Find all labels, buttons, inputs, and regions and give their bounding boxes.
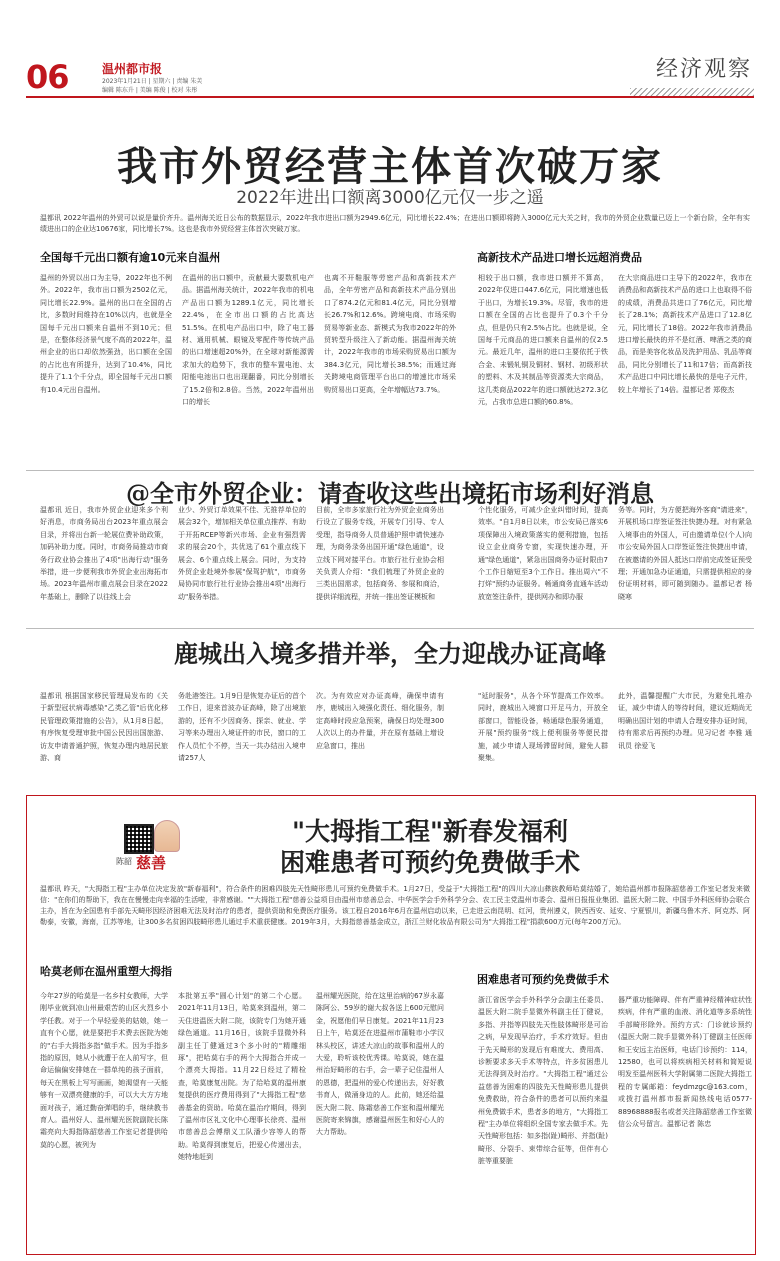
reporter-avatar [154, 820, 180, 852]
story3-column: 温都讯 根据国家移民管理局发布的《关于新型冠状病毒感染"乙类乙管"后优化移民管理政策措施的公告》，从1月8日起，有序恢复受理审批中国公民因出国旅游、访友申请普通护照，恢复办理内地居民旅游、商 [40, 692, 168, 763]
story1-headline: 我市外贸经营主体首次破万家 [117, 143, 663, 190]
story2-column: 务等。同时，为方便把海外客商"请进来"，开展机场口岸签证签注快捷办理。对有紧急入境事由的外国人，可由邀请单位(个人)向市公安局外国人口岸签证签注快捷出申请，在被邀请的外国人抵达口岸前完成签证预受理；开通加急办证通道，只需提供相应的身份证明材料，即可随到随办。温都记者 杨晓寒 [618, 506, 752, 601]
issue-info: 2023年1月21日 | 星期六 | 责编 朱芙 [102, 78, 203, 85]
story4-column: 今年27岁的哈莫是一名乡村女教师，大学刚毕业就到凉山州最艰苦的山区火烈乡小学任教。对于一个早轻爱美的姑娘，她一直有个心愿，就是要把手术费去医院为她的"右手大拇指多指"做手术。因为手指多指的原因，她从小就遭于在人前写字，但命运偏偏安排她在一群单纯的孩子面前，每天在黑板上写写画画，她渴望有一天能够有一双漂亮健康的手，可以大大方方地面对孩子，通过勤奋弹唱的手，继续教书育人。温州好人、温州耀光医院副院长陈霜亮向大拇指陈韶慈善工作室记者提供哈莫的心愿，被列为 [40, 992, 168, 1149]
badge-name: 慈善 [136, 854, 167, 872]
story2-column: 温都讯 近日，我市外贸企业迎来多个利好消息，市商务局出台2023年重点展会目录，并将出台新一轮展位费补助政策，加码补助力度。同时，市商务局推动市商务行政业协会推出了4项"出海行动"服务举措，进一步便利我市外贸企业出海拓市场。2023年温州市重点展会目录在2022年基础上，删除了以往线上会 [40, 506, 168, 601]
story2-column: 目前，全市多家旅行社为外贸企业商务出行设立了服务专线，开展专门引导、专人受理，指导商务人员普通护照申请快速办理，为商务录务出国开通"绿色通道"，设立线下网对接平台。市旅行社行业协会相关负责人介绍："我们梳理了外贸企业的三类出国需求，包括商务、参展和商洽，提供详细流程，并统一推出签证模板和 [316, 506, 444, 601]
story4-column: 器严重功能障碍、伴有严重神经精神症状性疾病，伴有严重的血液、消化道等多系统性手部畸形除外。预约方式：门诊就诊预约(温医大附二院手显微外科)丁健副主任医师和王安远主治医师，电话门诊预约：114，12580，也可以将疾病相关材料和简短说明发至温州医科大学附属第二医院大拇指工程的专属邮箱：feydmzgc@163.com，或拨打温州都市报新闻热线电话0577-88968888报名或者关注陈韶慈善工作室微信公众号留言。温都记者 陈忠 [618, 996, 752, 1129]
story1-right-subhead: 高新技术产品进口增长远超消费品 [477, 251, 642, 264]
story4-headline-line2: 困难患者可预约免费做手术 [279, 848, 580, 877]
header-hatch-decoration [630, 88, 754, 96]
staff-info: 编辑 陈东升 | 美编 陈俊 | 校对 朱彤 [102, 87, 198, 94]
story4-column: 温州耀光医院，给在这里治病的67岁永嘉陈阿公、59岁的谢大叔各送上600元慰问金，祝愿他们早日康复。2021年11月23日上午，哈莫还在进温州市蒲鞋市小学汉林头校区，讲述大凉山的故事和温州人的大爱，聆听该校优秀课。哈莫说，她在温州治好畸形的右手，会一辈子记住温州人的恩德，把温州的爱心传递出去，好好教书育人，做涌身边的人。此前，她还给温医大附二院、陈霜慈善工作室和温州耀光医院寄来锦旗，感谢温州医生和好心人的大力帮助。 [316, 992, 444, 1137]
section-divider [26, 628, 754, 629]
header-rule [26, 96, 754, 98]
story4-right-subhead: 困难患者可预约免费做手术 [477, 973, 609, 986]
masthead [0, 0, 780, 96]
story3-column: 务赴港签注。1月9日是恢复办证后的首个工作日，迎来首波办证高峰，除了出境旅游的，还有不少因商务、探亲、就业、学习等来办理出入境证件的市民，窗口的工作人员忙个不停，当天一共办结出入境申请257人 [178, 692, 306, 763]
qr-code-icon [124, 824, 154, 854]
story1-column: 在温州的出口额中，贡献最大要数机电产品。据温州海关统计，2022年我市的机电产品出口额为1289.1亿元，同比增长22.4%，在全市出口额的占比高达51.5%。在机电产品出口中，除了电工器材、通用机械、眼镜及零配件等传统产品的出口增速超20%外，在全球对新能源需求加大的趋势下，我市的整车置电池、太阳能电池出口也出现翻番，同比分别增长了15.2倍和2.8倍。当然，2022年温州出口的增长 [182, 274, 314, 407]
story1-lead: 温都讯 2022年温州的外贸可以说是量价齐升。温州海关近日公布的数据显示，2022年我市进出口额为2949.6亿元，同比增长22.4%；在进出口额即将跨入3000亿元大关之时，我市的外贸企业数量已迈上一个新台阶，全年有实绩进出口的企业达10676家，同比增长7%。这也是我市外贸经营主体首次突破万家。 [40, 214, 750, 233]
story3-column: "延时服务"，从各个环节提高工作效率。同时，鹿城出入境窗口开足马力，开放全部窗口，智能设备，畅通绿色服务通道，开展"预约服务"线上便利服务等便民措施，减少申请人现场滞留时间，避免人群聚集。 [478, 692, 608, 763]
story2-column: 个性化服务，可减少企业纠错时间，提高效率。"自1月8日以来，市公安局已落实6项保障出入境政策落实的便利措施，包括设立企业商务专窗，实现快速办理，开通"绿色通道"，紧急出国商务办证时限由7个工作日缩短至3个工作日。推出周六"不打烊"预约办证服务。畅通商务直通车活动放宽签注条件，提供网办和即办服 [478, 506, 608, 601]
story1-left-subhead: 全国每千元出口额有逾10元来自温州 [40, 251, 221, 264]
story1-subheadline: 2022年进出口额离3000亿元仅一步之遥 [236, 188, 544, 208]
story3-headline: 鹿城出入境多措并举，全力迎战办证高峰 [174, 639, 606, 668]
story3-column: 次。为有效应对办证高峰，确保申请有序，鹿城出入境强化责任、细化服务，制定高峰时段应急预案，确保日均处理300人次以上的办件量，并在原有基础上增设应急窗口，推出 [316, 692, 444, 750]
story2-headline: @全市外贸企业：请查收这些出境拓市场利好消息 [126, 479, 654, 508]
story1-column: 温州的外贸以出口为主导，2022年也不例外。2022年，我市出口额为2502亿元，同比增长22.9%。温州的出口在全国的占比，多数时间维持在10%以内，也就是全国每千元出口额来自温州不到10元；但是，在整体经济景气度不高的2022年，温州企业的出口却依然强劲，出口额在全国的占比也有所提升，达到了10.4%，同比提升了1.1个千分点，即全国每千元出口额有10.4元出自温州。 [40, 274, 172, 394]
story4-lead: 温都讯 昨天，"大拇指工程"主办单位决定发放"新春福利"，符合条件的困难四肢先天性畸形患儿可预约免费做手术。1月27日，受益于"大拇指工程"的四川大凉山彝族教师哈莫结婚了，她给温州都市报陈韶慈善工作室记者发来微信："在你们的帮助下，我在在慢慢走向幸福的生活啦，非常感谢。""大拇指工程"慈善公益项目由温州市慈善总会、中华医学会手外科学分会、农工民主党温州市委会、温州日报报业集团、温医大附二院、中国手外科医师协会联合主办，旨在为全国患有手部先天畸形因经济困难无法及时治疗的患者，提供资助和免费医疗服务。该工程自2016年6月在温州启动以来，已走进云南昆明、红河，贵州遵义，陕西西安、延安、宁夏银川，新疆乌鲁木齐、阿克苏、阿勒泰，安徽，海南，江苏等地，让300多名贫困四肢畸形患儿通过手术重获健康。2019年3月，大拇指慈善基金成立，浙江兰财化妆品有限公司为"大拇指工程"捐款600万元(每年200万元)。 [40, 885, 750, 926]
paper-name: 温州都市报 [102, 62, 163, 76]
story4-left-subhead: 哈莫老师在温州重塑大拇指 [40, 965, 172, 978]
story4-headline-line1: "大拇指工程"新春发福利 [291, 817, 569, 846]
page-number: 06 [26, 58, 69, 96]
story1-column: 也离不开鞋服等劳密产品和高新技术产品，全年劳密产品和高新技术产品分别出口了874.2亿元和81.4亿元，同比分别增长26.7%和12.6%。跨境电商、市场采购贸易等新业态、新模式为我市2022年的外贸转型升级注入了新动能。据温州海关统计，2022年我市的市场采购贸易出口额为384.3亿元，同比增长38.5%；而通过海关跨境电商管理平台出口的增速比市场采购贸易出口更高，全年增幅达73.7%。 [324, 274, 456, 394]
story4-column: 浙江省医学会手外科学分会副主任委员、温医大附二院手显微外科副主任丁健说，多指、并指等四肢先天性肢体畸形是可治之病，早发现早治疗，手术疗效好。但由于先天畸形的发现后有难度大、费用高、诊断要求多天手术等特点，许多贫困患儿无法得到及时治疗。"大拇指工程"通过公益慈善为困难的四肢先天性畸形患儿提供免费救助，符合条件的患者可以预约来温州免费做手术，患者多的地方，"大拇指工程"主办单位将组织全国专家去做手术。先天性畸形包括：如多指(趾)畸形、并指(趾)畸形、分裂手、束带综合征等，但伴有心脏等重要脏 [478, 996, 608, 1166]
section-divider [26, 470, 754, 471]
charity-badge [116, 854, 182, 870]
story1-column: 在大宗商品进口主导下的2022年，我市在消费品和高新技术产品的进口上也取得不俗的成绩，消费品共进口了76亿元，同比增长了28.1%；高新技术产品进口了12.8亿元，同比增长了18倍。2022年我市消费品进口增长最快的并不是红酒、啤酒之类的商品，而是美容化妆品及洗护用品、乳品等商品，同比分别增长了11和17倍；而高新技术产品进口中同比增长最快的是电子元件，较上年增长了14倍。温都记者 郑俊杰 [618, 274, 752, 394]
story3-column: 此外，温馨提醒广大市民，为避免扎堆办证，减少申请人的等待时间，建议近期尚无明确出国计划的申请人合理安排办证时间，待有需求后再预约办理。见习记者 李雅 通讯员 徐爱飞 [618, 692, 752, 750]
story1-column: 相较于出口额，我市进口额并不算高，2022年仅进口447.6亿元，同比增速也低于出口，为增长19.3%。尽管，我市的进口额在全国的占比也提升了0.3个千分点，但是仍只有2.5%占比。也就是说，全国每千元商品的进口额来自温州的仅2.5元。最近几年，温州的进口主要依托于铁合金、未锻轧铜及铜材、钢材、初级形状的塑料、木及其制品等资源类大宗商品，这几类商品2022年的进口额就达272.3亿元，占我市总进口额的60.8%。 [478, 274, 608, 407]
section-title: 经济观察 [655, 57, 752, 82]
story4-column: 本批第五季"圆心计划"的第二个心愿。2021年11月13日，哈莫来到温州，第二天住进温医大附二院，该院专门为她开通绿色通道。11月16日，该院手显微外科副主任丁健通过3个多小时的"精雕细琢"，把哈莫右手的两个大拇指合并成一个漂亮大拇指。11月22日经过了精检查，哈莫康复出院。为了给哈莫的温州康复提供的医疗费用得到了"大拇指工程"慈善基金的资助。哈莫在温治疗期间，得到了温州市区礼文化中心理事长徐亮、温州市慈善总会傅鼎义工队潘少容等人的帮助。哈莫得到康复后，把爱心传递出去，她特地赶到 [178, 992, 306, 1162]
badge-prefix: 陈韶 [116, 857, 132, 866]
story2-column: 业少、外贸订单效果不佳、无推荐单位的展会32个，增加相关单位重点推荐、有助于开拓RCEP等新兴市场、企业有强烈需求的展会20个，共优选了61个重点线下展会、6个重点线上展会。同时，为支持外贸企业赴境外参展"保驾护航"，市商务局协同市旅行社行业协会推出4项"出海行动"服务举措。 [178, 506, 306, 601]
